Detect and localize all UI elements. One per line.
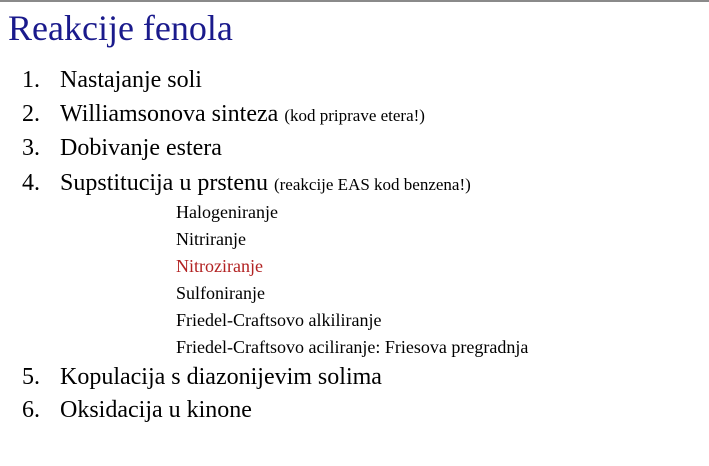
list-text: Supstitucija u prstenu (reakcije EAS kod benzena!)	[60, 170, 471, 196]
list-text: Williamsonova sinteza (kod priprave etera!)	[60, 101, 425, 127]
sublist-item: Halogeniranje	[176, 202, 278, 222]
list-number: 3.	[22, 135, 40, 161]
sublist-item: Sulfoniranje	[176, 283, 265, 303]
sublist-item-highlighted: Nitroziranje	[176, 256, 263, 276]
list-text: Oksidacija u kinone	[60, 397, 252, 423]
list-text: Nastajanje soli	[60, 67, 202, 93]
sublist-item: Friedel-Craftsovo aciliranje: Friesova pregradnja	[176, 337, 529, 357]
list-text: Kopulacija s diazonijevim solima	[60, 364, 382, 390]
sublist-item: Nitriranje	[176, 229, 246, 249]
list-note: (reakcije EAS kod benzena!)	[273, 175, 471, 194]
list-number: 1.	[22, 67, 40, 93]
list-number: 5.	[22, 364, 40, 390]
list-number: 4.	[22, 170, 40, 196]
list-note: (kod priprave etera!)	[284, 106, 425, 125]
list-number: 6.	[22, 397, 40, 423]
list-number: 2.	[22, 101, 40, 127]
list-text: Dobivanje estera	[60, 135, 222, 161]
top-border-line	[0, 0, 709, 2]
sublist-item: Friedel-Craftsovo alkiliranje	[176, 310, 382, 330]
slide-title: Reakcije fenola	[8, 8, 233, 48]
